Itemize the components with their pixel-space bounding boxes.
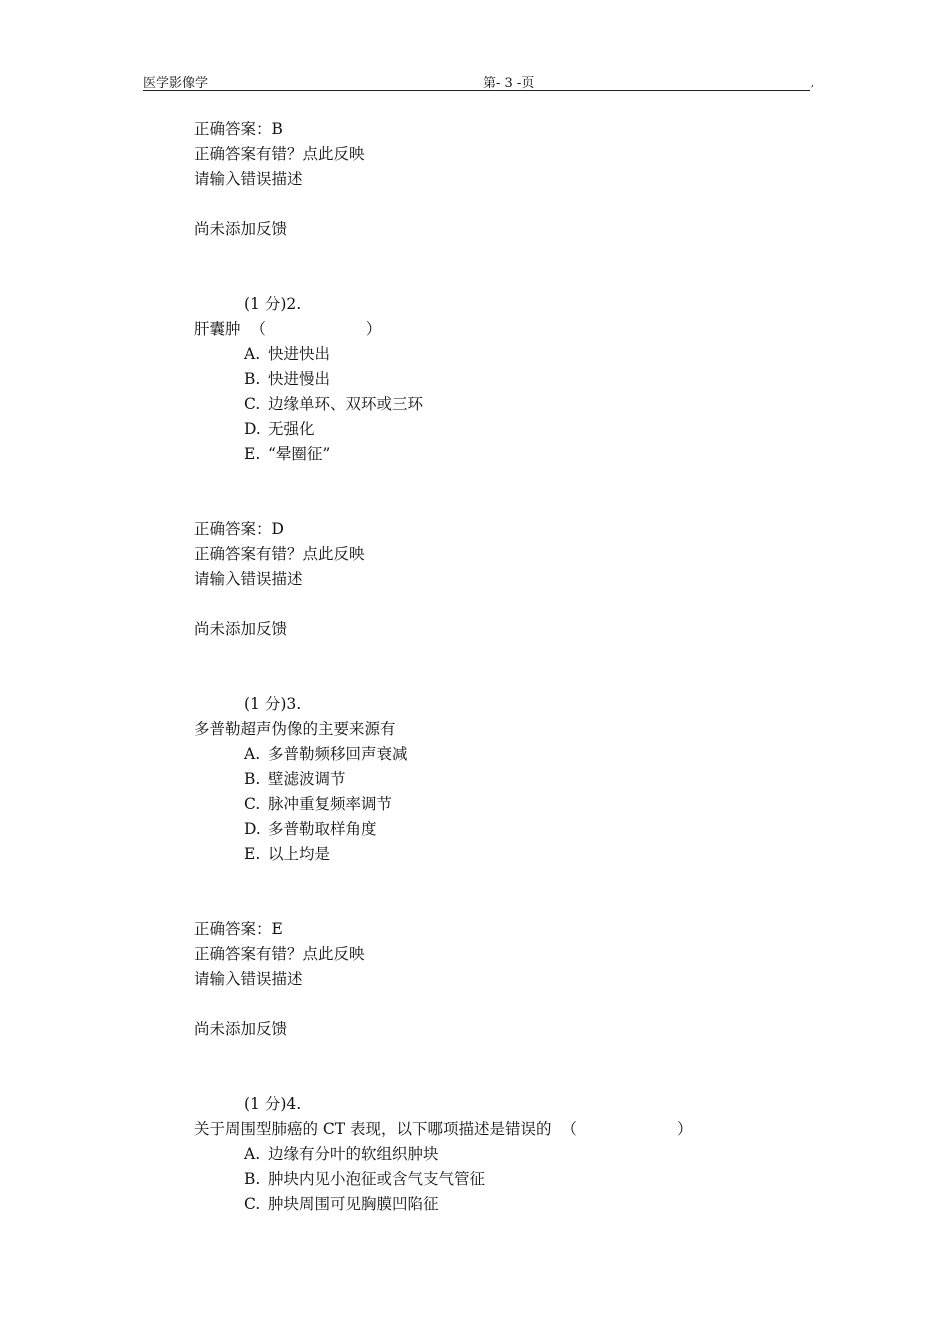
answer-paren-close: ） [365, 320, 382, 338]
option-text: 边缘有分叶的软组织肿块 [268, 1145, 439, 1163]
option-letter: C. [244, 795, 261, 813]
option-text: 无强化 [268, 420, 315, 438]
question-stem: 多普勒超声伪像的主要来源有 [194, 720, 396, 738]
feedback-status: 尚未添加反馈 [194, 220, 288, 238]
question-score: (1 分)2. [244, 295, 302, 313]
question-score: (1 分)4. [244, 1095, 302, 1113]
option-text: 以上均是 [268, 845, 331, 863]
error-description-input[interactable]: 请输入错误描述 [194, 570, 303, 588]
feedback-status: 尚未添加反馈 [194, 1020, 288, 1038]
question-stem-text: 肝囊肿 [194, 320, 241, 338]
option-text: 快进慢出 [268, 370, 331, 388]
option-item[interactable] [194, 817, 794, 842]
page-content [194, 117, 794, 1217]
error-description-input[interactable]: 请输入错误描述 [194, 170, 303, 188]
report-error-link[interactable]: 正确答案有错？点此反映 [194, 145, 365, 163]
option-item[interactable] [194, 742, 794, 767]
report-error-link[interactable]: 正确答案有错？点此反映 [194, 545, 365, 563]
correct-answer: 正确答案：B [194, 120, 283, 138]
option-text: “晕圈征” [268, 445, 331, 463]
option-item[interactable] [194, 367, 794, 392]
option-text: 多普勒频移回声衰减 [268, 745, 408, 763]
correct-answer: 正确答案：E [194, 920, 283, 938]
option-letter: A. [244, 345, 261, 363]
question-stem [194, 317, 794, 342]
option-text: 脉冲重复频率调节 [268, 795, 393, 813]
question-stem-text: 关于周围型肺癌的 CT 表现，以下哪项描述是错误的 [194, 1120, 552, 1138]
option-letter: C. [244, 1195, 261, 1213]
error-description-input[interactable]: 请输入错误描述 [194, 970, 303, 988]
option-item[interactable] [194, 417, 794, 442]
question-stem [194, 1117, 794, 1142]
option-item[interactable] [194, 1142, 794, 1167]
option-item[interactable] [194, 1167, 794, 1192]
option-text: 壁滤波调节 [268, 770, 346, 788]
option-letter: B. [244, 370, 261, 388]
option-item[interactable] [194, 842, 794, 867]
option-letter: A. [244, 1145, 261, 1163]
option-text: 肿块内见小泡征或含气支气管征 [268, 1170, 486, 1188]
option-item[interactable] [194, 342, 794, 367]
option-letter: E. [244, 445, 261, 463]
answer-paren-open: （ [561, 1120, 577, 1138]
option-item[interactable] [194, 442, 794, 467]
option-text: 边缘单环、双环或三环 [268, 395, 424, 413]
option-item[interactable] [194, 392, 794, 417]
header-mark: , [810, 78, 814, 89]
option-letter: B. [244, 1170, 261, 1188]
feedback-status: 尚未添加反馈 [194, 620, 288, 638]
option-letter: D. [244, 820, 261, 838]
option-letter: B. [244, 770, 261, 788]
option-text: 肿块周围可见胸膜凹陷征 [268, 1195, 439, 1213]
option-letter: D. [244, 420, 261, 438]
document-title: 医学影像学 [143, 76, 209, 91]
page-number: 第- 3 -页 [483, 76, 535, 91]
option-item[interactable] [194, 1192, 794, 1217]
answer-paren-close: ） [676, 1120, 693, 1138]
option-item[interactable] [194, 767, 794, 792]
option-letter: C. [244, 395, 261, 413]
question-score: (1 分)3. [244, 695, 302, 713]
correct-answer: 正确答案：D [194, 520, 284, 538]
option-text: 快进快出 [268, 345, 331, 363]
option-letter: E. [244, 845, 261, 863]
option-item[interactable] [194, 792, 794, 817]
answer-paren-open: （ [250, 320, 266, 338]
option-text: 多普勒取样角度 [268, 820, 377, 838]
report-error-link[interactable]: 正确答案有错？点此反映 [194, 945, 365, 963]
page-header [143, 72, 814, 91]
option-letter: A. [244, 745, 261, 763]
